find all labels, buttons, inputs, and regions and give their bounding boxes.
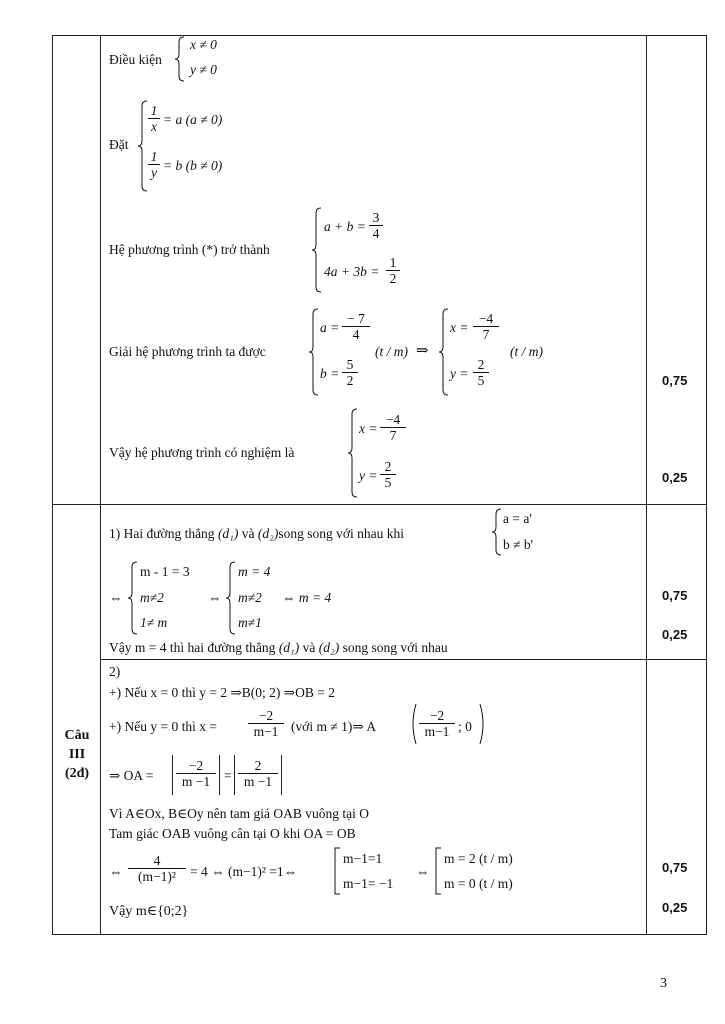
point-a-num: −2	[419, 708, 455, 724]
line-right-triangle: Vì A∈Ox, B∈Oy nên tam giá OAB vuông tại O	[109, 806, 369, 821]
bracket-2	[434, 847, 442, 895]
oa-den-1: m −1	[181, 774, 211, 789]
cond-a-equal: a = a'	[503, 511, 532, 526]
final-conclusion: Vậy m∈{0;2}	[109, 904, 189, 919]
line-isosceles: Tam giác OAB vuông cân tại O khi OA = OB	[109, 826, 356, 841]
oa-num-1: −2	[176, 758, 216, 774]
sol-y-fraction	[473, 357, 489, 388]
parallel-when: song song với nhau khi	[278, 526, 404, 541]
d2-label: (d₂)	[257, 526, 279, 541]
sol-b-fraction	[342, 357, 358, 388]
eq-den: (m−1)²	[138, 869, 176, 884]
score-c-1: 0,75	[662, 860, 688, 875]
brace-solution-xy	[439, 308, 449, 396]
column-divider-1	[100, 35, 101, 935]
score-b-1: 0,75	[662, 588, 688, 603]
set1-num: 1	[148, 103, 160, 119]
question-label	[52, 726, 102, 783]
x-intercept-fraction	[248, 708, 284, 739]
bracket2-row2: m = 0 (t / m)	[444, 876, 513, 891]
res-x-lhs: x =	[359, 421, 378, 436]
conc-end-text: song song với nhau	[342, 640, 448, 655]
sol-b-den: 2	[346, 373, 354, 388]
set1-fraction	[148, 103, 160, 134]
sys1-den: 4	[372, 226, 380, 241]
eq-fraction	[128, 853, 186, 884]
step2-row1: m = 4	[238, 564, 271, 579]
cond-b-notequal: b ≠ b'	[503, 537, 534, 552]
sol-y-num: 2	[473, 357, 489, 373]
res-x-num: −4	[380, 412, 406, 428]
res-y-den: 5	[384, 475, 392, 490]
sys2-den: 2	[389, 271, 397, 286]
oa-fraction-2	[238, 758, 278, 789]
set1-rhs: = a (a ≠ 0)	[163, 112, 223, 127]
set1-den: x	[151, 119, 157, 134]
bracket1-row2: m−1= −1	[343, 876, 394, 891]
table-left-border	[52, 35, 53, 935]
d1-label: (d₁)	[217, 526, 239, 541]
sol-a-lhs: a =	[320, 320, 340, 335]
sol-x-fraction	[473, 311, 499, 342]
brace-parallel	[492, 508, 502, 556]
result-label: Vậy hệ phương trình có nghiệm là	[109, 445, 295, 460]
set2-num: 1	[148, 149, 160, 165]
equiv-arrow-1: ⇔	[109, 590, 123, 605]
parallel-conclusion	[109, 640, 448, 656]
sol-b-num: 5	[342, 357, 358, 373]
step1-row2: m≠2	[140, 590, 164, 605]
score-b-2: 0,25	[662, 627, 688, 642]
tm-label-2: (t / m)	[510, 344, 543, 359]
eq-mid: = 4 ⇔ (m−1)² =1⇔	[190, 864, 298, 879]
table-right-border	[706, 35, 707, 935]
question-label-line3: (2đ)	[64, 766, 90, 781]
abs-bar-2	[219, 755, 220, 795]
score-a-1: 0,75	[662, 373, 688, 388]
conc-and-word: và	[302, 640, 316, 655]
oa-num-2: 2	[238, 758, 278, 774]
sol-x-lhs: x =	[450, 320, 469, 335]
eq-pre: ⇔	[109, 864, 123, 879]
sol-y-lhs: y =	[450, 366, 469, 381]
condition-label: Điều kiện	[109, 52, 162, 67]
oa-fraction-1	[176, 758, 216, 789]
point-a-end: ; 0	[458, 719, 472, 734]
set2-den: y	[151, 165, 157, 180]
set-label: Đặt	[109, 137, 129, 152]
abs-bar-4	[281, 755, 282, 795]
step2-row3: m≠1	[238, 615, 262, 630]
score-c-2: 0,25	[662, 900, 688, 915]
bracket-1	[333, 847, 341, 895]
sys2-fraction	[386, 255, 400, 286]
paren-left	[409, 703, 417, 745]
question-label-line1: Câu	[64, 728, 90, 743]
conclusion-text: Vậy m = 4 thì hai đường thẳng	[109, 640, 276, 655]
brace-step-2	[226, 561, 236, 635]
table-top-border	[52, 35, 707, 36]
brace-step-1	[128, 561, 138, 635]
brace-set	[138, 100, 148, 192]
res-y-fraction	[380, 459, 396, 490]
score-a-2: 0,25	[662, 470, 688, 485]
sol-x-num: −4	[473, 311, 499, 327]
conc-d2-label: (d₂)	[318, 640, 340, 655]
paren-right	[479, 703, 487, 745]
res-y-num: 2	[380, 459, 396, 475]
line-y-zero-mid: (với m ≠ 1)⇒ A	[291, 719, 377, 734]
x-int-num: −2	[248, 708, 284, 724]
res-x-fraction	[380, 412, 406, 443]
oa-equals: =	[224, 768, 232, 783]
sol-y-den: 5	[477, 373, 485, 388]
line-y-zero-pre: +) Nếu y = 0 thì x =	[109, 719, 217, 734]
tm-label-1: (t / m)	[375, 344, 408, 359]
abs-bar-3	[234, 755, 235, 795]
solve-label: Giải hệ phương trình ta được	[109, 344, 266, 359]
sol-a-den: 4	[352, 327, 360, 342]
row-divider-1	[52, 504, 707, 505]
abs-bar-1	[172, 755, 173, 795]
set2-fraction	[148, 149, 160, 180]
res-x-den: 7	[389, 428, 397, 443]
page-number: 3	[660, 976, 667, 991]
sol-x-den: 7	[482, 327, 490, 342]
set2-rhs: = b (b ≠ 0)	[163, 158, 223, 173]
brace-solution-ab	[309, 308, 319, 396]
x-int-den: m−1	[253, 724, 279, 739]
brace-result	[348, 408, 358, 498]
sol-b-lhs: b =	[320, 366, 340, 381]
bracket1-row1: m−1=1	[343, 851, 383, 866]
table-bottom-border	[52, 934, 707, 935]
step1-row3: 1≠ m	[140, 615, 168, 630]
sys2-num: 1	[386, 255, 400, 271]
part-2-label: 2)	[109, 664, 121, 679]
sol-a-num: − 7	[342, 311, 370, 327]
bracket2-row1: m = 2 (t / m)	[444, 851, 513, 866]
sys2-lhs: 4a + 3b =	[324, 264, 380, 279]
and-word: và	[241, 526, 255, 541]
oa-den-2: m −1	[243, 774, 273, 789]
sys1-num: 3	[369, 210, 383, 226]
row-divider-2	[100, 659, 707, 660]
conc-d1-label: (d₁)	[278, 640, 300, 655]
sys1-fraction	[369, 210, 383, 241]
condition-y: y ≠ 0	[190, 62, 217, 77]
question-label-line2: III	[68, 747, 86, 762]
sys1-lhs: a + b =	[324, 219, 366, 234]
oa-pre: ⇒ OA =	[109, 768, 154, 783]
point-a-den: m−1	[424, 724, 450, 739]
eq-num: 4	[128, 853, 186, 869]
system-label: Hệ phương trình (*) trở thành	[109, 242, 270, 257]
step1-row1: m - 1 = 3	[140, 564, 190, 579]
res-y-lhs: y =	[359, 468, 378, 483]
brace-condition	[175, 36, 185, 82]
brace-system	[312, 207, 322, 293]
point-a-fraction	[419, 708, 455, 739]
eq-arrow: ⇔	[416, 864, 430, 879]
column-divider-2	[646, 35, 647, 935]
condition-x: x ≠ 0	[190, 37, 217, 52]
step2-row2: m≠2	[238, 590, 262, 605]
line-x-zero: +) Nếu x = 0 thì y = 2 ⇒B(0; 2) ⇒OB = 2	[109, 685, 335, 700]
parallel-intro-text: 1) Hai đường thẳng	[109, 526, 215, 541]
equiv-arrow-2: ⇔	[208, 590, 222, 605]
sol-a-fraction	[342, 311, 370, 342]
final-equation: ⇔ m = 4	[282, 590, 332, 605]
implies-arrow: ⇒	[416, 343, 429, 359]
parallel-intro	[109, 526, 404, 542]
